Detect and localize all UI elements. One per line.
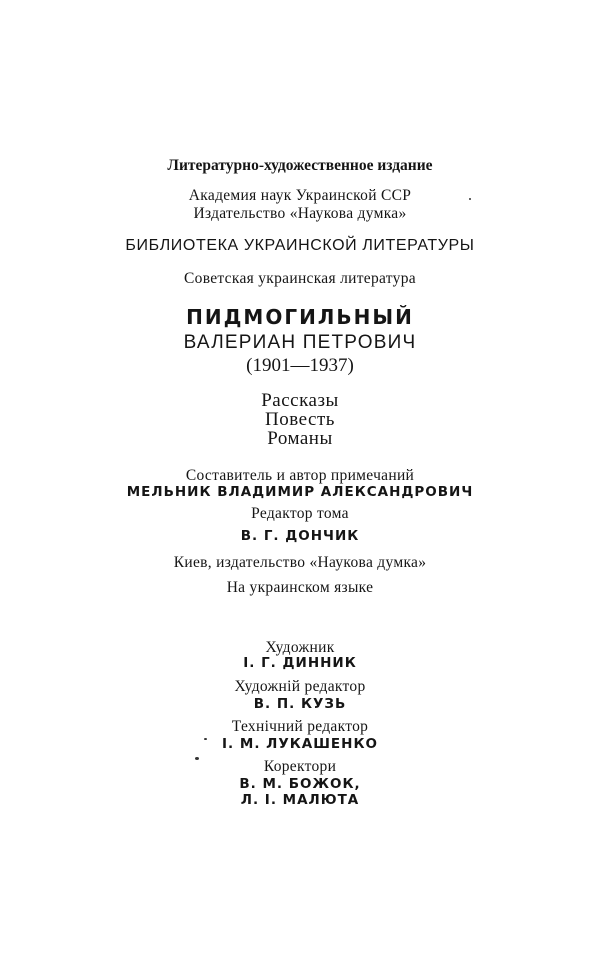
credit-name: В. П. КУЗЬ xyxy=(253,696,347,712)
scan-speck xyxy=(204,738,207,740)
scan-speck xyxy=(469,198,471,200)
scan-speck xyxy=(195,757,199,760)
credit-name: Л. І. МАЛЮТА xyxy=(240,792,360,808)
series-title: БИБЛИОТЕКА УКРАИНСКОЙ ЛИТЕРАТУРЫ xyxy=(125,237,475,254)
contents-item: Романы xyxy=(267,428,333,449)
author-surname: ПИДМОГИЛЬНЫЙ xyxy=(186,305,414,329)
credit-role: Коректори xyxy=(263,758,337,775)
credit-role: Технічний редактор xyxy=(231,718,369,735)
publisher: Издательство «Наукова думка» xyxy=(193,205,407,222)
credit-role: Художник xyxy=(265,639,335,656)
credit-name: І. Г. ДИННИК xyxy=(243,655,357,671)
subseries: Советская украинская литература xyxy=(184,270,416,287)
volume-editor-name: В. Г. ДОНЧИК xyxy=(240,528,360,544)
edition-type: Литературно-художественное издание xyxy=(167,157,433,174)
author-given-names: ВАЛЕРИАН ПЕТРОВИЧ xyxy=(183,332,417,353)
language-note: На украинском языке xyxy=(226,579,374,596)
credit-name: І. М. ЛУКАШЕНКО xyxy=(222,736,378,752)
academy: Академия наук Украинской ССР xyxy=(188,187,412,204)
volume-editor-label: Редактор тома xyxy=(251,505,349,522)
contents-item: Рассказы xyxy=(261,390,339,411)
imprint: Киев, издательство «Наукова думка» xyxy=(173,554,427,571)
compiler-label: Составитель и автор примечаний xyxy=(185,467,415,484)
compiler-name: МЕЛЬНИК ВЛАДИМИР АЛЕКСАНДРОВИЧ xyxy=(126,484,474,500)
contents-item: Повесть xyxy=(265,409,335,430)
credit-role: Художній редактор xyxy=(234,678,366,695)
credit-name: В. М. БОЖОК, xyxy=(239,776,361,792)
author-years: (1901—1937) xyxy=(246,355,354,376)
